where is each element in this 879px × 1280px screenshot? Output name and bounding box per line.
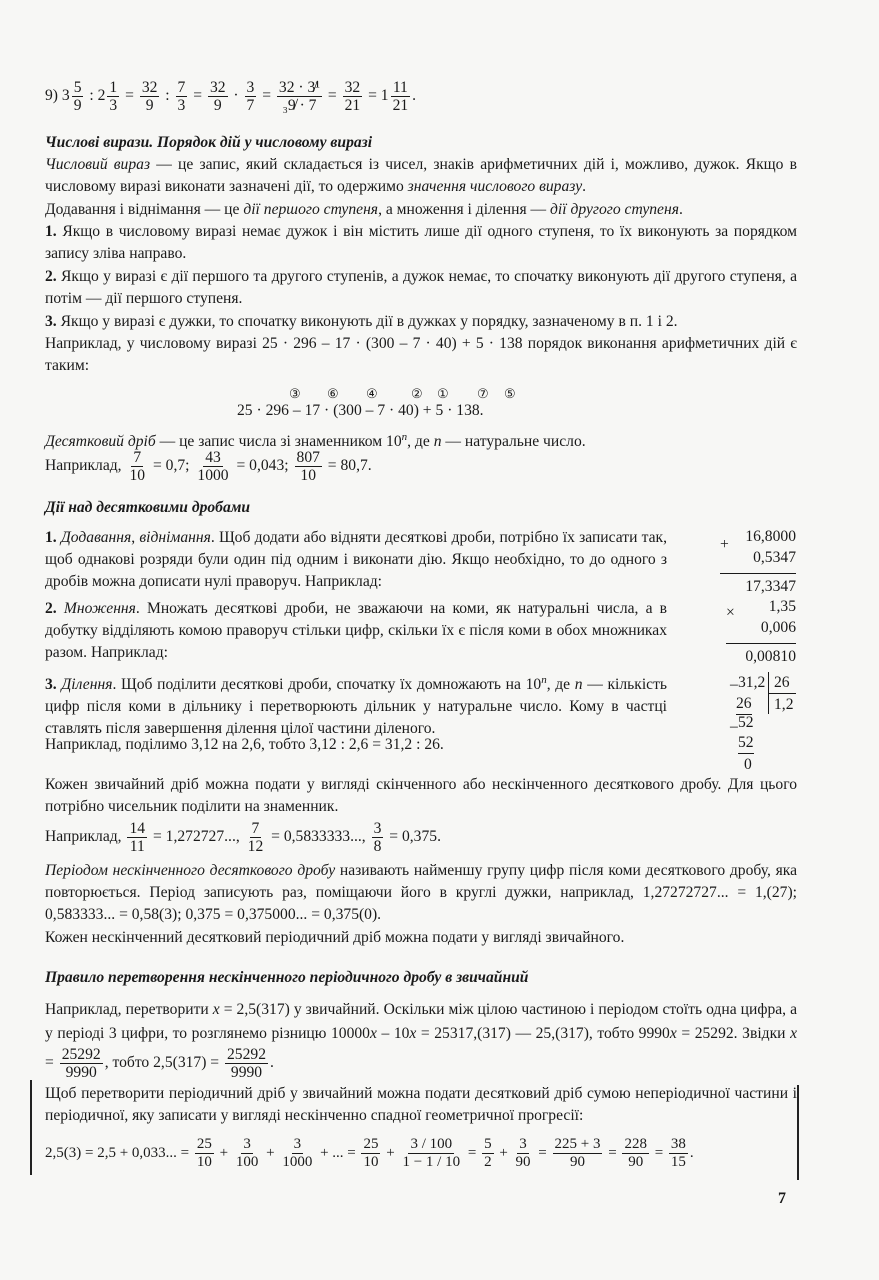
fraction	[361, 1136, 380, 1171]
denominator: 3	[109, 96, 118, 114]
numerator: 38	[670, 1136, 686, 1153]
text-run: .	[689, 1145, 694, 1161]
minus-sign: –	[730, 676, 738, 693]
denominator: 90	[515, 1154, 531, 1171]
text-run: Якщо в числовому виразі немає дужок і він містить лише дії одного ступеня, то їх виконують за порядком запису зліва направо.	[45, 223, 797, 262]
italic-term: Десятковий дріб	[45, 433, 156, 451]
text-run: :	[161, 87, 174, 104]
addend-2: 0,5347	[753, 549, 796, 566]
numerator: 5	[73, 78, 82, 96]
bold-label: 2.	[45, 268, 57, 285]
fraction	[295, 449, 322, 484]
sum: 17,3347	[720, 573, 796, 597]
text-run: .	[582, 178, 587, 195]
fraction	[72, 79, 84, 114]
fraction	[622, 1136, 649, 1171]
fraction	[195, 1136, 214, 1171]
fraction	[553, 1136, 603, 1171]
paragraph-period-definition	[45, 860, 797, 926]
order-mark: ⑦	[477, 386, 489, 401]
text-run: = 1	[364, 87, 389, 104]
section-heading-numeric-expressions	[45, 132, 797, 154]
bold-label: 1.	[45, 223, 57, 240]
fraction	[669, 1136, 688, 1171]
text-run: Наприклад,	[45, 828, 126, 845]
text-run: .	[412, 87, 417, 104]
text-run: Наприклад, поділимо 3,12 на 2,6, тобто 3,12 : 2,6 = 31,2 : 26.	[45, 736, 444, 753]
text-run: . Щоб додати або відняти десяткові дроби, потрібно їх записати так, щоб однакові розряди були один під одним і виконати дію. Якщо необхідно, то до одного з дробів можна дописати нулі праворуч. Наприклад:	[45, 529, 667, 590]
text-run: .	[678, 201, 683, 218]
text-run: + ... =	[316, 1145, 360, 1161]
numerator: 14	[129, 819, 146, 837]
numerator: 25292	[227, 1046, 266, 1063]
text-run: : 2	[85, 87, 106, 104]
denominator: 11	[129, 837, 145, 855]
times-sign: ×	[726, 604, 735, 621]
italic-term: дії першого ступеня	[243, 201, 379, 218]
divisor: 26	[774, 674, 790, 691]
heading-text: Правило перетворення нескінченного періодичного дробу в звичайний	[45, 969, 529, 986]
paragraph-multiplication	[45, 598, 667, 664]
italic-term: x	[369, 1025, 377, 1042]
paragraph-definition-expression	[45, 154, 797, 198]
italic-term: x	[669, 1025, 677, 1042]
denominator: ₃9̸ · 7	[282, 96, 317, 114]
text-run: =	[189, 87, 206, 104]
text-run: Додавання і віднімання — це	[45, 201, 244, 218]
fraction	[245, 79, 257, 114]
text-run: — це запис числа зі знаменником 10	[155, 433, 402, 451]
text-run: називають найменшу групу цифр після коми десяткового дробу, яка повторюється. Період записують раз, поміщаючи його в круглі дужки, наприклад, 1,27272727... = 1,(27); 0,583333... = 0,58(3); 0,375 = 0,375000... = 0,375(0).	[45, 862, 797, 923]
numerator: 807	[296, 448, 320, 466]
text-run: =	[323, 87, 341, 104]
subtrahend-1: 26	[736, 693, 752, 715]
text-run: = 0,7;	[149, 457, 194, 474]
expression	[237, 402, 484, 420]
numerator: 32 · 3̸¹	[278, 78, 320, 96]
rule-3	[45, 311, 797, 333]
plus-sign: +	[720, 536, 729, 553]
text-run: . Щоб поділити десяткові дроби, спочатку їх домножають на 10	[112, 676, 542, 694]
numerator: 5	[484, 1136, 492, 1153]
superscript: n	[541, 674, 547, 686]
fraction	[127, 820, 147, 855]
text-run: =	[258, 87, 275, 104]
denominator: 9	[145, 96, 154, 114]
fraction	[195, 449, 230, 484]
text-run: +	[262, 1145, 279, 1161]
text-run: = 25317,(317) — 25,(317), тобто 9990	[416, 1025, 670, 1042]
italic-term: x	[790, 1025, 797, 1042]
text-run: = 25292. Звідки	[676, 1025, 791, 1042]
denominator: 3	[177, 96, 186, 114]
text-run: = 0,5833333...,	[267, 828, 370, 845]
numerator: 25	[363, 1136, 379, 1153]
heading-text: Дії над десятковими дробами	[45, 499, 251, 516]
fraction	[343, 79, 363, 114]
denominator: 7	[246, 96, 255, 114]
subtrahend-2: 52	[738, 732, 754, 754]
fraction	[208, 79, 228, 114]
numerator: 3	[519, 1136, 527, 1153]
numerator: 3	[246, 78, 255, 96]
fraction	[514, 1136, 533, 1171]
denominator: 21	[344, 96, 361, 114]
order-mark: ③	[289, 386, 301, 401]
denominator: 100	[235, 1154, 259, 1171]
numerator: 3	[373, 819, 382, 837]
margin-bar-right	[797, 1085, 799, 1180]
numerator: 32	[344, 78, 361, 96]
fraction	[372, 820, 384, 855]
bold-label: 2.	[45, 600, 64, 617]
text-run: +	[495, 1145, 512, 1161]
superscript: n	[401, 431, 408, 443]
order-mark: ①	[437, 386, 449, 401]
fraction	[140, 79, 160, 114]
numerator: 228	[624, 1136, 647, 1153]
decimal-examples	[45, 446, 797, 486]
italic-term: дії другого ступеня	[550, 201, 679, 218]
text-run: +	[382, 1145, 399, 1161]
page-number: 7	[778, 1190, 786, 1207]
numerator: 3 / 100	[410, 1136, 453, 1153]
text-run: 9) 3	[45, 87, 70, 104]
denominator: 9	[213, 96, 222, 114]
numerator: 3	[293, 1136, 302, 1153]
text-run: =	[650, 1145, 667, 1161]
paragraph-conversion-example	[45, 998, 797, 1081]
text-run: Кожен звичайний дріб можна подати у вигляді скінченного або нескінченного десяткового дробу. Для цього потрібно чисельник поділити на знаменник.	[45, 776, 797, 815]
numerator: 1	[109, 78, 118, 96]
text-run: Якщо у виразі є дії першого та другого ступенів, а дужок немає, то спочатку виконують дії другого ступеня, а потім — дії першого ступеня.	[45, 268, 797, 307]
remainder-final: 0	[744, 756, 752, 773]
product: 0,00810	[726, 643, 796, 667]
denominator: 9990	[65, 1064, 97, 1081]
text-run: — кількість цифр після коми в дільнику і перетворюють дільник у натуральне число. Кому в частці ставлять після завершення ділення цілої частини діленого.	[45, 676, 668, 738]
text-run: .	[269, 1054, 274, 1072]
factor-2: 0,006	[760, 619, 796, 636]
paragraph-operation-degrees	[45, 199, 797, 221]
italic-term: x	[212, 1001, 220, 1018]
text-run: , де	[407, 433, 434, 451]
text-run: – 10	[376, 1025, 410, 1042]
text-run: Наприклад,	[45, 457, 126, 474]
denominator: 10	[129, 466, 146, 484]
order-mark: ⑥	[327, 386, 339, 401]
text-run: Якщо у виразі є дужки, то спочатку виконують дії в дужках у порядку, зазначеному в п. 1 і 2.	[56, 313, 678, 330]
text-run: 2,5(3) = 2,5 + 0,033... =	[45, 1145, 193, 1161]
fraction-decimal-examples	[45, 817, 797, 857]
denominator: 1000	[282, 1154, 313, 1171]
paragraph-geometric-series	[45, 1083, 797, 1127]
paragraph-addition	[45, 527, 667, 593]
fraction	[107, 79, 119, 114]
fraction	[234, 1136, 261, 1171]
text-run: = 0,043;	[232, 457, 293, 474]
italic-term: Множення	[63, 600, 136, 617]
text-run: = 80,7.	[323, 457, 372, 474]
column-addition	[720, 526, 796, 597]
numerator: 43	[205, 448, 221, 466]
order-mark: ②	[411, 386, 423, 401]
italic-term: n	[574, 676, 583, 694]
text-run: =	[464, 1145, 481, 1161]
quotient: 1,2	[774, 696, 794, 713]
denominator: 10	[363, 1154, 379, 1171]
italic-term: Періодом нескінченного десяткового дробу	[45, 862, 336, 879]
text-run: Наприклад, у числовому виразі 25 · 296 – 17 · (300 – 7 · 40) + 5 · 138 порядок виконання арифметичних дій є таким:	[45, 335, 797, 374]
denominator: 1000	[197, 466, 229, 484]
fraction	[391, 79, 411, 114]
italic-term: n	[433, 433, 442, 451]
long-division	[730, 672, 800, 777]
numerator: 32	[209, 78, 226, 96]
paragraph-example-order	[45, 333, 797, 377]
denominator: 1 − 1 / 10	[402, 1154, 461, 1171]
bold-label: 3.	[45, 676, 62, 694]
factor-1: 1,35	[768, 598, 796, 615]
text-run: Кожен нескінченний десятковий періодичний дріб можна подати у вигляді звичайного.	[45, 929, 625, 946]
paragraph-fraction-to-decimal	[45, 774, 797, 818]
column-multiplication	[726, 596, 796, 667]
denominator: 10	[300, 466, 316, 484]
paragraph-division	[45, 669, 667, 740]
heading-text: Числові вирази. Порядок дій у числовому виразі	[45, 134, 373, 151]
text-run: Наприклад, перетворити	[45, 1001, 213, 1018]
italic-term: Числовий вираз	[45, 156, 151, 173]
text-run: — натуральне число.	[441, 433, 586, 451]
numerator: 25	[196, 1136, 212, 1153]
paragraph-division-example	[45, 734, 797, 756]
numerator: 25292	[61, 1046, 101, 1063]
remainder-1: 52	[738, 714, 754, 731]
numerator: 7	[177, 78, 186, 96]
text-run: =	[604, 1145, 621, 1161]
denominator: 90	[628, 1154, 644, 1171]
text-run: Щоб перетворити періодичний дріб у звичайний можна подати десятковий дріб сумою неперіодичної частини і періодичної, яку записати у вигляді нескінченно спадної геометричної прогресії:	[45, 1085, 797, 1124]
fraction	[400, 1136, 462, 1171]
denominator: 10	[196, 1154, 212, 1171]
denominator: 90	[569, 1154, 585, 1171]
section-heading-periodic-rule	[45, 967, 797, 989]
dividend: 31,2	[738, 674, 766, 691]
fraction	[280, 1136, 314, 1171]
bold-label: 3.	[45, 313, 57, 330]
text-run: ,	[131, 529, 140, 546]
denominator: 21	[392, 96, 409, 114]
rule-2	[45, 266, 797, 310]
margin-bar-left	[30, 1080, 32, 1175]
fraction	[482, 1136, 494, 1171]
bold-label: 1.	[45, 529, 61, 546]
text-run: =	[534, 1145, 551, 1161]
text-run: . Множать десяткові дроби, не зважаючи на коми, як натуральні числа, а в добутку відділяють комою праворуч стільки цифр, скільки їх є після коми в обох множниках разом. Наприклад:	[45, 600, 667, 661]
italic-term: значення числового виразу	[407, 178, 583, 195]
text-run: =	[121, 87, 138, 104]
order-mark: ④	[366, 386, 378, 401]
italic-term: Ділення	[61, 676, 113, 694]
denominator: 12	[247, 837, 264, 855]
text-run: 25 · 296 – 17 · (300 – 7 · 40) + 5 · 138.	[237, 402, 484, 419]
order-expression	[237, 386, 567, 430]
numerator: 7	[133, 448, 142, 466]
addend-1: 16,8000	[745, 528, 796, 545]
italic-term: Додавання	[60, 529, 132, 546]
numerator: 225 + 3	[554, 1136, 601, 1153]
fraction	[127, 449, 147, 484]
numerator: 3	[243, 1136, 251, 1153]
text-run: , тобто 2,5(317) =	[104, 1054, 223, 1072]
denominator: 8	[373, 837, 382, 855]
text-run: = 1,272727...,	[149, 828, 244, 845]
denominator: 15	[670, 1154, 686, 1171]
order-mark: ⑤	[504, 386, 516, 401]
fraction	[225, 1046, 268, 1081]
paragraph-periodic-conversion	[45, 927, 797, 949]
minus-sign: –	[730, 718, 738, 735]
section-heading-decimal-operations	[45, 497, 797, 519]
text-run: ·	[229, 87, 243, 104]
denominator: 9990	[230, 1064, 263, 1081]
text-run: , а множення і ділення —	[378, 201, 551, 218]
denominator: 9	[73, 96, 82, 114]
numerator: 32	[141, 78, 158, 96]
fraction	[60, 1046, 103, 1081]
text-run: = 2,5(317) у звичайний. Оскільки між цілою частиною і періодом стоїть одна цифра, а у періоді 3 цифри, то розглянемо різницю 10000	[45, 1001, 797, 1042]
fraction	[246, 820, 266, 855]
example-9-formula	[45, 76, 797, 116]
italic-term: віднімання	[139, 529, 211, 546]
geometric-series-formula	[45, 1133, 797, 1173]
italic-term: x	[409, 1025, 417, 1042]
numerator: 7	[251, 819, 260, 837]
fraction	[176, 79, 188, 114]
text-run: =	[45, 1054, 58, 1072]
text-run: = 0,375.	[385, 828, 441, 845]
rule-1	[45, 221, 797, 265]
numerator: 11	[392, 78, 408, 96]
text-run: , де	[546, 676, 575, 694]
fraction	[277, 79, 322, 114]
denominator: 2	[484, 1154, 492, 1171]
text-run: +	[215, 1145, 232, 1161]
text-run: — це запис, який складається із чисел, знаків арифметичних дій і, можливо, дужок. Якщо в числовому виразі виконати зазначені дії, то одержимо	[45, 156, 797, 195]
